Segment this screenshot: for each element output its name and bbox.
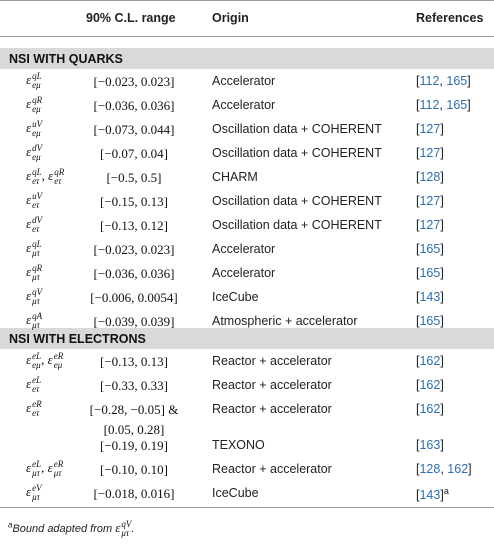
bracket-open: [	[416, 488, 420, 503]
bracket-open: [	[416, 218, 420, 232]
range-cell	[78, 242, 190, 258]
references-cell	[416, 438, 444, 452]
bottom-rule	[0, 507, 494, 508]
bracket-close: ]	[440, 402, 444, 416]
bracket-open: [	[416, 98, 420, 112]
bracket-close: ]	[440, 488, 444, 503]
footnote-text: Bound adapted from	[12, 523, 113, 535]
references-cell	[416, 354, 444, 368]
origin-cell: Accelerator	[212, 98, 276, 112]
reference-link[interactable]: 165	[419, 242, 441, 256]
range-value: [−0.15, 0.13]	[100, 194, 168, 209]
reference-link[interactable]: 165	[419, 266, 441, 280]
references-cell	[416, 170, 444, 184]
reference-link[interactable]: 162	[447, 462, 469, 476]
bracket-open: [	[416, 314, 420, 328]
parameter-symbol: ε qR eμ	[26, 95, 43, 115]
bracket-close: ]	[440, 290, 444, 304]
parameter-symbol: ε qL μτ	[26, 239, 42, 259]
reference-link[interactable]: 112	[419, 98, 440, 112]
range-value: [−0.13, 0.13]	[100, 354, 168, 369]
section-quarks-title: NSI WITH QUARKS	[9, 52, 123, 66]
ref-separator: ,	[440, 462, 448, 476]
range-cell	[78, 98, 190, 114]
parameter-symbol: ε qA μτ	[26, 311, 43, 331]
header-range: 90% C.L. range	[86, 11, 176, 25]
range-value: [−0.039, 0.039]	[93, 314, 175, 329]
bracket-open: [	[416, 170, 420, 184]
parameter-symbol: ε eV μτ	[26, 483, 42, 503]
references-cell	[416, 314, 444, 328]
range-cell	[78, 74, 190, 90]
origin-cell: IceCube	[212, 290, 259, 304]
origin-cell: Oscillation data + COHERENT	[212, 122, 382, 136]
range-value: [−0.5, 0.5]	[106, 170, 162, 185]
section-electrons	[0, 328, 494, 349]
parameter-symbol: ε qV μτ	[26, 287, 43, 307]
reference-link[interactable]: 143	[419, 488, 441, 503]
bracket-close: ]	[440, 354, 444, 368]
range-cell	[78, 486, 190, 502]
reference-link[interactable]: 165	[446, 98, 468, 112]
bracket-close: ]	[440, 170, 444, 184]
origin-cell: Accelerator	[212, 266, 276, 280]
range-cell	[78, 146, 190, 162]
origin-cell: Reactor + accelerator	[212, 378, 332, 392]
origin-cell: Oscillation data + COHERENT	[212, 194, 382, 208]
bracket-close: ]	[440, 314, 444, 328]
range-value: [−0.10, 0.10]	[100, 462, 168, 477]
bracket-close: ]	[467, 74, 471, 88]
origin-cell: Reactor + accelerator	[212, 462, 332, 476]
reference-link[interactable]: 165	[446, 74, 468, 88]
bracket-open: [	[416, 242, 420, 256]
parameter-symbol: ε uV eμ	[26, 119, 43, 139]
range-cell	[78, 122, 190, 138]
origin-cell: Oscillation data + COHERENT	[212, 218, 382, 232]
references-cell	[416, 290, 444, 304]
range-value: [−0.33, 0.33]	[100, 378, 168, 393]
header-origin: Origin	[212, 11, 249, 25]
range-value: [−0.036, 0.036]	[93, 266, 175, 281]
reference-link[interactable]: 162	[419, 378, 441, 392]
reference-link[interactable]: 127	[419, 218, 441, 232]
parameter-symbol: ε eL eμ , ε eR eμ	[26, 351, 64, 371]
footnote-marker: a	[443, 486, 449, 496]
references-cell	[416, 378, 444, 392]
references-cell	[416, 402, 444, 416]
footnote-symbol: ε qV μτ	[115, 519, 132, 539]
origin-cell: IceCube	[212, 486, 259, 500]
origin-cell: TEXONO	[212, 438, 265, 452]
reference-link[interactable]: 143	[419, 290, 441, 304]
header-rule	[0, 36, 494, 37]
reference-link[interactable]: 162	[419, 354, 441, 368]
references-cell	[416, 266, 444, 280]
bracket-close: ]	[440, 146, 444, 160]
parameter-symbol: ε dV eτ	[26, 215, 43, 235]
range-cell	[78, 314, 190, 330]
references-cell	[416, 218, 444, 232]
bracket-open: [	[416, 122, 420, 136]
origin-cell: Accelerator	[212, 74, 276, 88]
bracket-open: [	[416, 462, 420, 476]
section-quarks	[0, 48, 494, 69]
footnote-end: .	[131, 523, 135, 535]
reference-link[interactable]: 128	[419, 170, 441, 184]
range-value: [−0.023, 0.023]	[93, 74, 175, 89]
bracket-close: ]	[440, 194, 444, 208]
range-cell	[78, 354, 190, 370]
bracket-close: ]	[467, 98, 471, 112]
range-cell	[78, 218, 190, 234]
range-cell	[78, 170, 190, 186]
reference-link[interactable]: 112	[419, 74, 440, 88]
parameter-symbol: ε eL μτ , ε eR μτ	[26, 459, 64, 479]
parameter-symbol: ε dV eμ	[26, 143, 43, 163]
references-cell	[416, 74, 471, 88]
bracket-close: ]	[468, 462, 472, 476]
references-cell	[416, 122, 444, 136]
parameter-symbol: ε qR μτ	[26, 263, 43, 283]
origin-cell: Atmospheric + accelerator	[212, 314, 358, 328]
reference-link[interactable]: 128	[419, 462, 441, 476]
bracket-open: [	[416, 378, 420, 392]
bracket-open: [	[416, 290, 420, 304]
origin-cell: Accelerator	[212, 242, 276, 256]
references-cell	[416, 242, 444, 256]
bracket-open: [	[416, 402, 420, 416]
bracket-open: [	[416, 146, 420, 160]
origin-cell: Reactor + accelerator	[212, 402, 332, 416]
range-value: [−0.018, 0.016]	[93, 486, 175, 501]
references-cell	[416, 462, 472, 476]
bracket-close: ]	[440, 378, 444, 392]
bracket-open: [	[416, 354, 420, 368]
range-cell	[78, 266, 190, 282]
footnote	[8, 520, 134, 538]
reference-link[interactable]: 163	[419, 438, 441, 452]
reference-link[interactable]: 165	[419, 314, 441, 328]
range-value: [−0.13, 0.12]	[100, 218, 168, 233]
parameter-symbol: ε eL eτ	[26, 375, 42, 395]
references-cell	[416, 98, 471, 112]
section-electrons-title: NSI WITH ELECTRONS	[9, 332, 146, 346]
range-cell	[78, 438, 190, 454]
range-cell	[78, 462, 190, 478]
bracket-close: ]	[440, 122, 444, 136]
bracket-close: ]	[440, 242, 444, 256]
range-cell	[78, 402, 190, 438]
bracket-close: ]	[440, 218, 444, 232]
reference-link[interactable]: 162	[419, 402, 441, 416]
bracket-open: [	[416, 194, 420, 208]
range-value: [−0.023, 0.023]	[93, 242, 175, 257]
ref-separator: ,	[439, 98, 447, 112]
bracket-open: [	[416, 74, 420, 88]
range-value: [−0.19, 0.19]	[100, 438, 168, 453]
range-value: [−0.006, 0.0054]	[90, 290, 178, 305]
range-value: [−0.28, −0.05] &	[89, 402, 179, 417]
range-value-continued: [0.05, 0.28]	[103, 422, 165, 437]
parameter-symbol: ε qL eτ , ε qR eτ	[26, 167, 65, 187]
range-cell	[78, 194, 190, 210]
bracket-open: [	[416, 438, 420, 452]
origin-cell: Oscillation data + COHERENT	[212, 146, 382, 160]
origin-cell: CHARM	[212, 170, 258, 184]
ref-separator: ,	[439, 74, 447, 88]
top-rule	[0, 0, 494, 1]
range-cell	[78, 290, 190, 306]
parameter-symbol: ε uV eτ	[26, 191, 43, 211]
references-cell	[416, 194, 444, 208]
bracket-close: ]	[440, 266, 444, 280]
footnote-mark: a	[8, 520, 13, 530]
bracket-close: ]	[440, 438, 444, 452]
range-value: [−0.036, 0.036]	[93, 98, 175, 113]
reference-link[interactable]: 127	[419, 122, 441, 136]
range-cell	[78, 378, 190, 394]
references-cell	[416, 146, 444, 160]
header-references: References	[416, 11, 484, 25]
references-cell	[416, 486, 449, 502]
parameter-symbol: ε qL eμ	[26, 71, 42, 91]
range-value: [−0.073, 0.044]	[93, 122, 175, 137]
bracket-open: [	[416, 266, 420, 280]
range-value: [−0.07, 0.04]	[100, 146, 168, 161]
parameter-symbol: ε eR eτ	[26, 399, 42, 419]
reference-link[interactable]: 127	[419, 146, 441, 160]
origin-cell: Reactor + accelerator	[212, 354, 332, 368]
reference-link[interactable]: 127	[419, 194, 441, 208]
